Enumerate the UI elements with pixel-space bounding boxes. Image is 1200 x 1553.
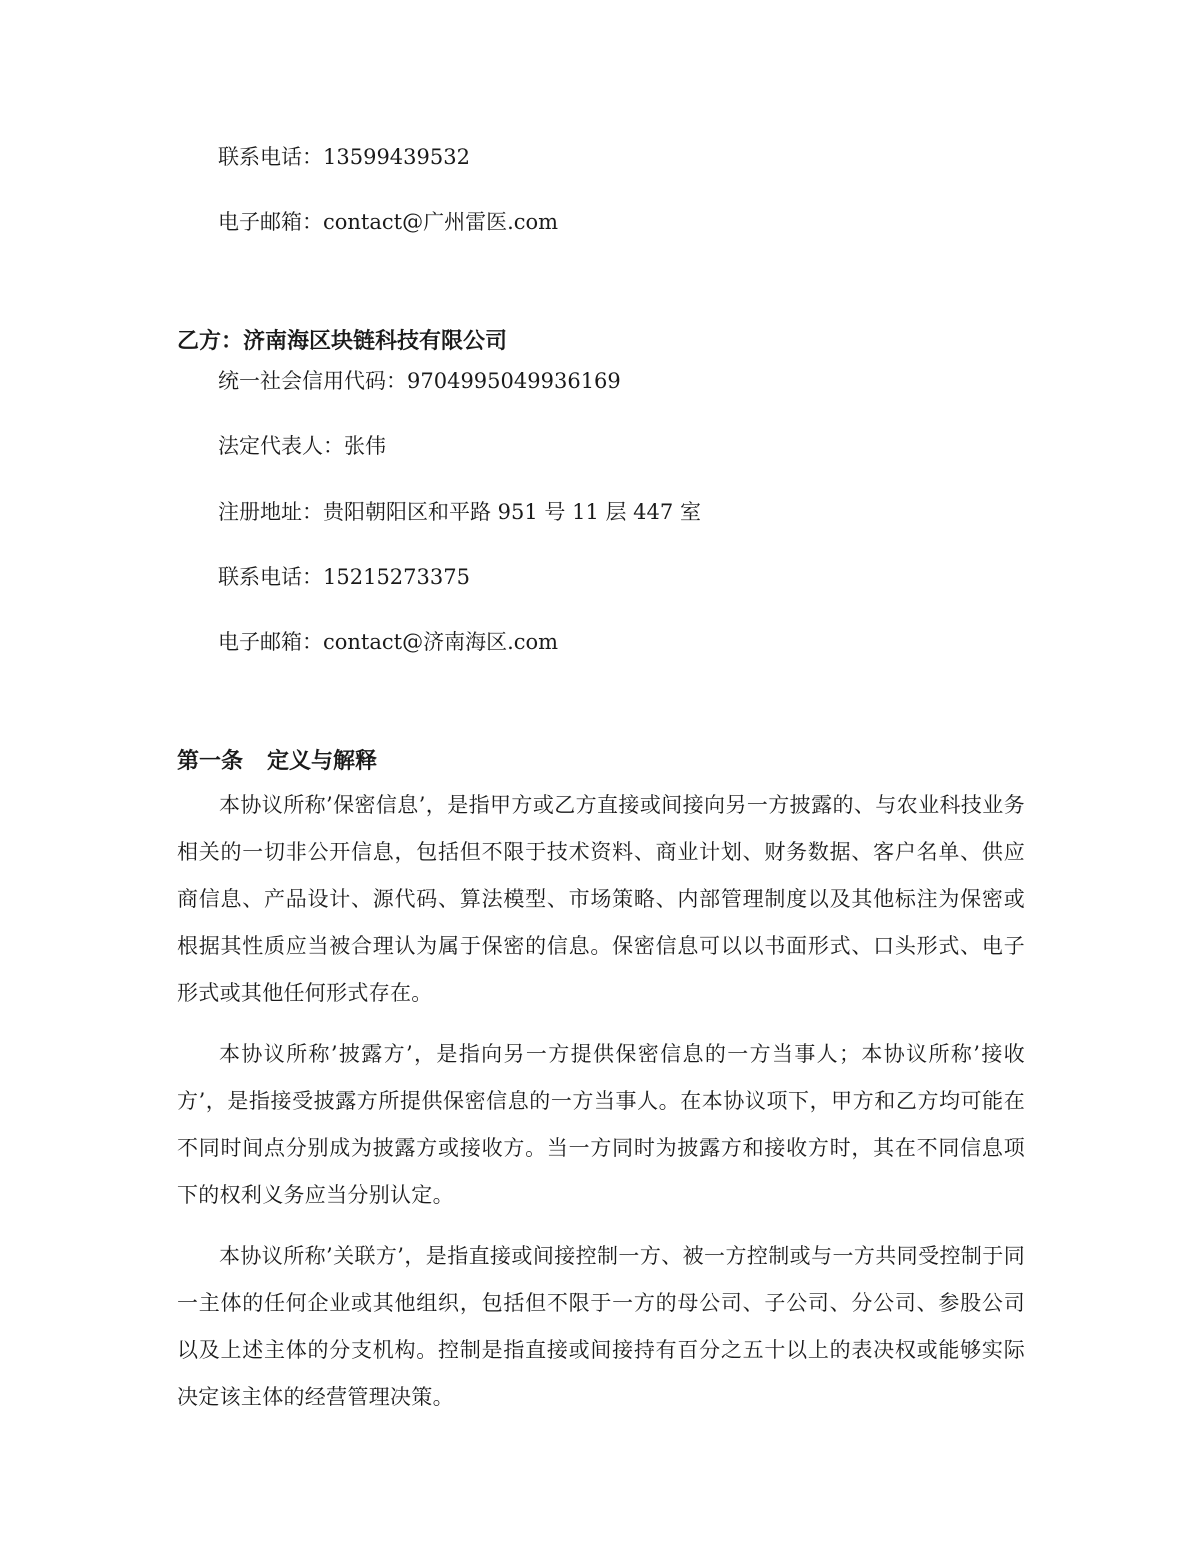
- article-paragraph: 本协议所称’保密信息’，是指甲方或乙方直接或间接向另一方披露的、与农业科技业务相关的一切非公开信息，包括但不限于技术资料、商业计划、财务数据、客户名单、供应商信息、产品设计、源代码、算法模型、市场策略、内部管理制度以及其他标注为保密或根据其性质应当被合理认为属于保密的信息。保密信息可以以书面形式、口头形式、电子形式或其他任何形式存在。: [177, 793, 1025, 1005]
- party-a-email-line: [218, 208, 558, 236]
- party-b-heading: 乙方：济南海区块链科技有限公司: [177, 329, 508, 354]
- party-b-phone: 15215273375: [323, 565, 470, 589]
- party-b-credit-code: 9704995049936169: [407, 369, 621, 393]
- party-a-phone: 13599439532: [323, 145, 470, 169]
- party-a-phone-line: [218, 143, 470, 171]
- party-b-credit-code-line: [218, 367, 621, 395]
- article-paragraph: 本协议所称’关联方’，是指直接或间接控制一方、被一方控制或与一方共同受控制于同一主体的任何企业或其他组织，包括但不限于一方的母公司、子公司、分公司、参股公司以及上述主体的分支机构。控制是指直接或间接持有百分之五十以上的表决权或能够实际决定该主体的经营管理决策。: [177, 1244, 1025, 1409]
- party-b-address-label: 注册地址：: [218, 500, 323, 524]
- party-b-legal-rep-line: [218, 432, 386, 460]
- party-b-address: 贵阳朝阳区和平路 951 号 11 层 447 室: [323, 500, 701, 524]
- party-a-phone-label: 联系电话：: [218, 145, 323, 169]
- party-b-address-line: [218, 498, 701, 526]
- party-b-credit-code-label: 统一社会信用代码：: [218, 369, 407, 393]
- party-b-legal-rep-label: 法定代表人：: [218, 434, 344, 458]
- party-a-email-label: 电子邮箱：: [218, 210, 323, 234]
- party-b-legal-rep: 张伟: [344, 434, 386, 458]
- party-b-email: contact@济南海区.com: [323, 630, 559, 654]
- party-b-phone-label: 联系电话：: [218, 565, 323, 589]
- party-b-email-label: 电子邮箱：: [218, 630, 323, 654]
- article-title: 定义与解释: [267, 749, 378, 774]
- party-a-email: contact@广州雷医.com: [323, 210, 559, 234]
- party-b-phone-line: [218, 563, 470, 591]
- article-paragraph: 本协议所称’披露方’，是指向另一方提供保密信息的一方当事人；本协议所称’接收方’，是指接受披露方所提供保密信息的一方当事人。在本协议项下，甲方和乙方均可能在不同时间点分别成为披露方或接收方。当一方同时为披露方和接收方时，其在不同信息项下的权利义务应当分别认定。: [177, 1042, 1025, 1207]
- article-heading: [177, 747, 377, 777]
- party-b-email-line: [218, 628, 558, 656]
- article-number: 第一条: [177, 749, 244, 774]
